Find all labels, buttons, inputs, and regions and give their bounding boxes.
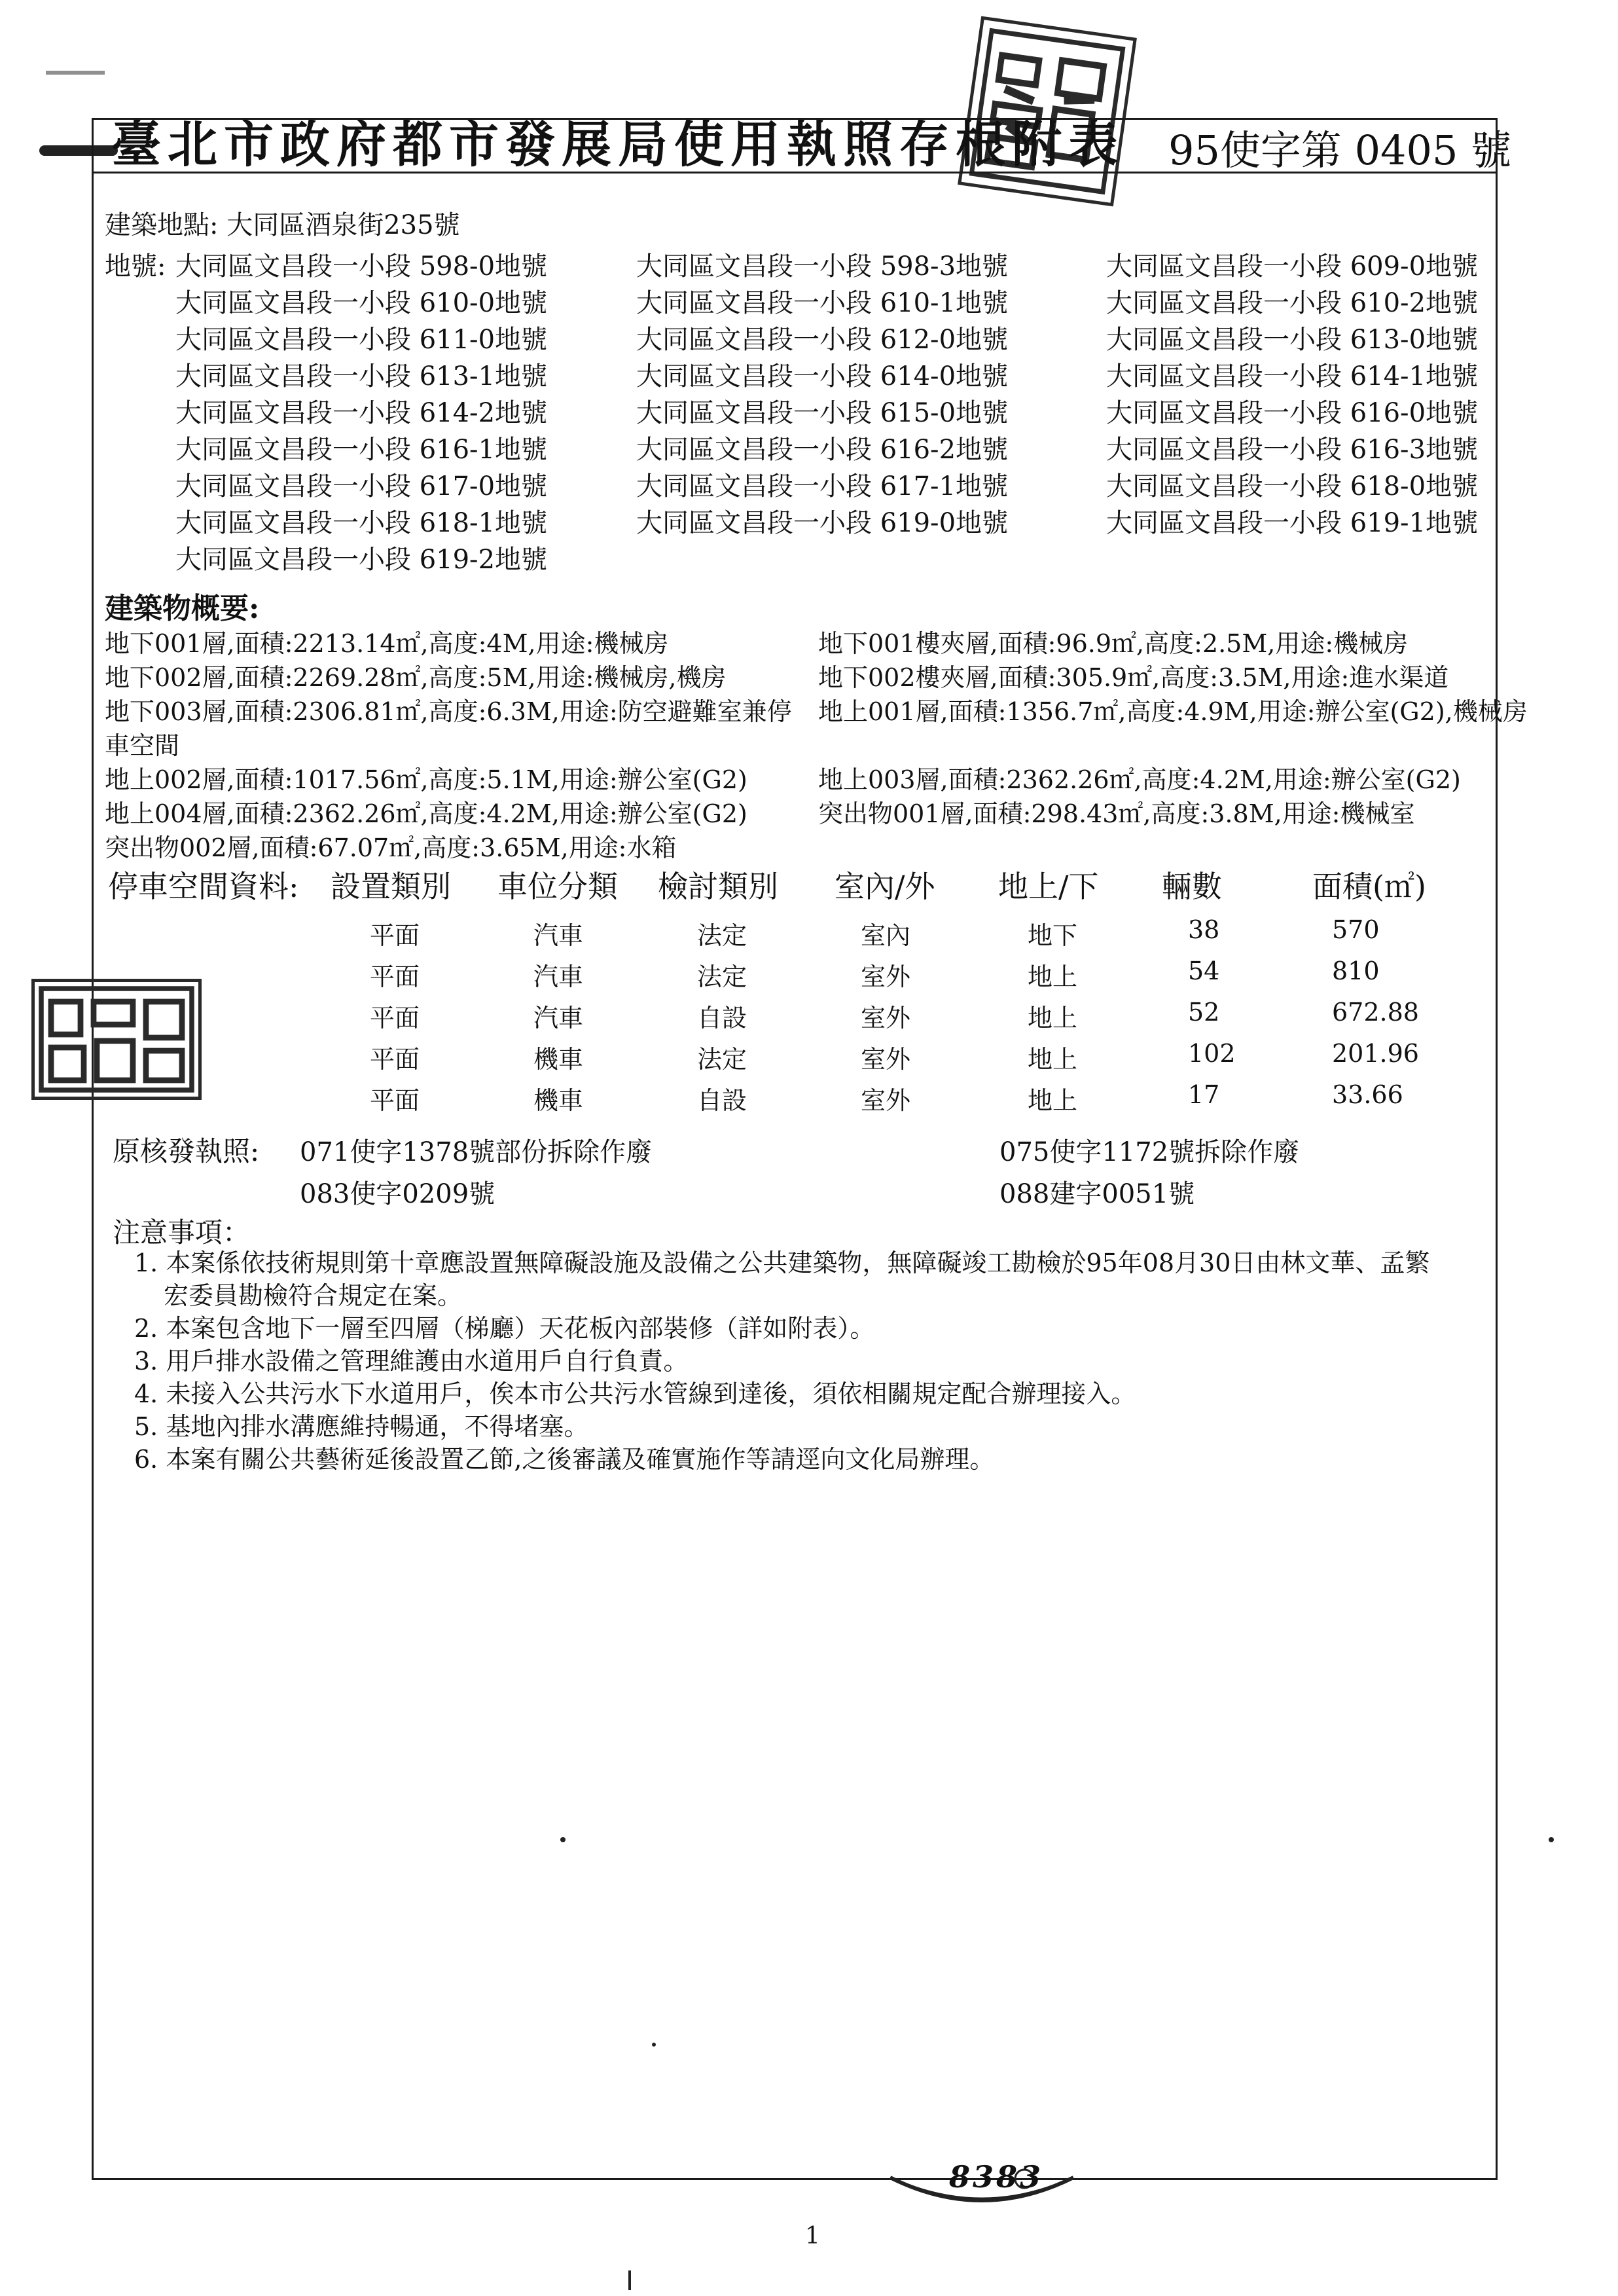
parking-header-cell: 輛數	[1162, 869, 1222, 904]
lot-number: 大同區文昌段一小段 598-0地號	[175, 251, 548, 282]
lot-number: 大同區文昌段一小段 616-2地號	[636, 435, 1009, 465]
scan-dot-3	[652, 2043, 656, 2047]
parking-cell: 機車	[533, 1045, 584, 1074]
permit-item-1: 071使字1378號部份拆除作廢	[300, 1137, 653, 1167]
parking-cell: 汽車	[533, 921, 584, 950]
parking-header-cell: 室內/外	[835, 869, 935, 904]
lot-number: 大同區文昌段一小段 615-0地號	[636, 398, 1009, 428]
parking-cell: 17	[1188, 1080, 1220, 1109]
note-item: 4. 未接入公共污水下水道用戶，俟本市公共污水管線到達後，須依相關規定配合辦理接入。	[134, 1379, 1136, 1408]
lot-number: 大同區文昌段一小段 618-0地號	[1106, 471, 1479, 501]
parking-header-cell: 車位分類	[497, 869, 618, 904]
footer-seal-number: 8383	[949, 2159, 1044, 2195]
parking-cell: 自設	[697, 1086, 747, 1115]
parking-cell: 52	[1188, 998, 1220, 1027]
parking-header-cell: 設置類別	[331, 869, 451, 904]
parking-header-cell: 地上/下	[998, 869, 1099, 904]
lot-number: 大同區文昌段一小段 616-0地號	[1106, 398, 1479, 428]
permit-item-4: 088建字0051號	[999, 1179, 1195, 1209]
note-item: 6. 本案有關公共藝術延後設置乙節,之後審議及確實施作等請逕向文化局辦理。	[134, 1445, 995, 1474]
building-floor-right: 突出物001層,面積:298.43㎡,高度:3.8M,用途:機械室	[818, 799, 1415, 828]
lot-number: 大同區文昌段一小段 617-0地號	[175, 471, 548, 501]
lot-number: 大同區文昌段一小段 616-3地號	[1106, 435, 1479, 465]
lot-number: 大同區文昌段一小段 614-0地號	[636, 361, 1009, 392]
note-item: 宏委員勘檢符合規定在案。	[164, 1281, 463, 1310]
site-value: 大同區酒泉街235號	[226, 210, 460, 240]
parking-cell: 地下	[1028, 921, 1078, 950]
parking-cell: 地上	[1028, 1004, 1078, 1032]
parking-header-cell: 檢討類別	[658, 869, 778, 904]
scan-dot-2	[1549, 1837, 1554, 1842]
parking-cell: 平面	[370, 1004, 420, 1032]
lot-number: 大同區文昌段一小段 612-0地號	[636, 325, 1009, 355]
parking-header-cell: 面積(㎡)	[1312, 869, 1426, 904]
lot-number: 大同區文昌段一小段 616-1地號	[175, 435, 548, 465]
parking-cell: 汽車	[533, 962, 584, 991]
building-floor-left: 地上004層,面積:2362.26㎡,高度:4.2M,用途:辦公室(G2)	[105, 799, 747, 828]
lot-number: 大同區文昌段一小段 610-1地號	[636, 288, 1009, 318]
lot-number: 大同區文昌段一小段 598-3地號	[636, 251, 1009, 282]
parking-cell: 室外	[861, 1086, 911, 1115]
building-floor-left: 地下001層,面積:2213.14㎡,高度:4M,用途:機械房	[105, 629, 669, 658]
parking-cell: 室外	[861, 962, 911, 991]
parking-cell: 810	[1332, 957, 1380, 985]
lot-number: 大同區文昌段一小段 611-0地號	[175, 325, 548, 355]
parking-cell: 法定	[697, 1045, 747, 1074]
parking-cell: 地上	[1028, 1086, 1078, 1115]
lot-number: 大同區文昌段一小段 613-0地號	[1106, 325, 1479, 355]
building-floor-right: 地上001層,面積:1356.7㎡,高度:4.9M,用途:辦公室(G2),機械房	[818, 697, 1528, 726]
site-address	[105, 204, 460, 242]
parking-cell: 室外	[861, 1045, 911, 1074]
parking-cell: 法定	[697, 962, 747, 991]
lot-number: 大同區文昌段一小段 613-1地號	[175, 361, 548, 392]
permit-item-2: 075使字1172號拆除作廢	[999, 1137, 1300, 1167]
note-item: 1. 本案係依技術規則第十章應設置無障礙設施及設備之公共建築物，無障礙竣工勘檢於95年08月30日由林文華、孟繁	[134, 1248, 1430, 1277]
parking-cell: 102	[1188, 1039, 1236, 1068]
note-item: 3. 用戶排水設備之管理維護由水道用戶自行負責。	[134, 1347, 689, 1376]
building-floor-right: 地下001樓夾層,面積:96.9㎡,高度:2.5M,用途:機械房	[818, 629, 1409, 658]
parking-cell: 地上	[1028, 1045, 1078, 1074]
scan-dot-1	[560, 1837, 566, 1842]
permits-label: 原核發執照:	[113, 1135, 260, 1167]
note-item: 2. 本案包含地下一層至四層（梯廳）天花板內部裝修（詳如附表）。	[134, 1314, 875, 1343]
parking-cell: 地上	[1028, 962, 1078, 991]
lot-number: 大同區文昌段一小段 619-0地號	[636, 508, 1009, 538]
building-floor-left: 地下003層,面積:2306.81㎡,高度:6.3M,用途:防空避難室兼停	[105, 697, 792, 726]
parking-cell: 平面	[370, 1045, 420, 1074]
building-label: 建築物概要:	[105, 592, 260, 625]
parking-cell: 33.66	[1332, 1080, 1403, 1109]
parking-label: 停車空間資料:	[108, 869, 299, 904]
parking-cell: 201.96	[1332, 1039, 1419, 1068]
lot-number: 大同區文昌段一小段 619-2地號	[175, 545, 548, 575]
parking-cell: 平面	[370, 1086, 420, 1115]
building-floor-left: 地下002層,面積:2269.28㎡,高度:5M,用途:機械房,機房	[105, 663, 727, 692]
parking-cell: 平面	[370, 962, 420, 991]
lots-label: 地號:	[105, 251, 166, 282]
parking-cell: 機車	[533, 1086, 584, 1115]
lot-number: 大同區文昌段一小段 610-2地號	[1106, 288, 1479, 318]
parking-cell: 室內	[861, 921, 911, 950]
lot-number: 大同區文昌段一小段 609-0地號	[1106, 251, 1479, 282]
parking-cell: 自設	[697, 1004, 747, 1032]
parking-cell: 54	[1188, 957, 1220, 985]
building-floor-right: 地下002樓夾層,面積:305.9㎡,高度:3.5M,用途:進水渠道	[818, 663, 1449, 692]
parking-cell: 室外	[861, 1004, 911, 1032]
parking-cell: 平面	[370, 921, 420, 950]
building-floor-left: 突出物002層,面積:67.07㎡,高度:3.65M,用途:水箱	[105, 833, 677, 862]
scan-smudge-corner	[46, 71, 105, 75]
lot-number: 大同區文昌段一小段 610-0地號	[175, 288, 548, 318]
parking-cell: 38	[1188, 915, 1220, 944]
lot-number: 大同區文昌段一小段 614-2地號	[175, 398, 548, 428]
note-item: 5. 基地內排水溝應維持暢通，不得堵塞。	[134, 1412, 589, 1441]
lot-number: 大同區文昌段一小段 614-1地號	[1106, 361, 1479, 392]
parking-cell: 汽車	[533, 1004, 584, 1032]
lot-number: 大同區文昌段一小段 618-1地號	[175, 508, 548, 538]
parking-cell: 570	[1332, 915, 1380, 944]
lot-number: 大同區文昌段一小段 619-1地號	[1106, 508, 1479, 538]
lot-number: 大同區文昌段一小段 617-1地號	[636, 471, 1009, 501]
parking-cell: 法定	[697, 921, 747, 950]
footer-seal	[884, 2151, 1080, 2210]
document-title: 臺北市政府都市發展局使用執照存根附表	[111, 115, 1124, 173]
scan-mark-bottom	[628, 2270, 631, 2290]
page-number: 1	[805, 2223, 820, 2250]
permit-item-3: 083使字0209號	[300, 1179, 495, 1209]
building-floor-right: 地上003層,面積:2362.26㎡,高度:4.2M,用途:辦公室(G2)	[818, 765, 1461, 794]
official-seal-left	[31, 979, 202, 1100]
document-number: 95使字第 0405 號	[1168, 126, 1512, 174]
site-label: 建築地點:	[105, 210, 219, 240]
building-floor-left: 地上002層,面積:1017.56㎡,高度:5.1M,用途:辦公室(G2)	[105, 765, 747, 794]
notes-label: 注意事項：	[113, 1216, 251, 1248]
building-floor-left: 車空間	[105, 731, 180, 760]
parking-cell: 672.88	[1332, 998, 1419, 1027]
header-rule	[92, 172, 1498, 173]
